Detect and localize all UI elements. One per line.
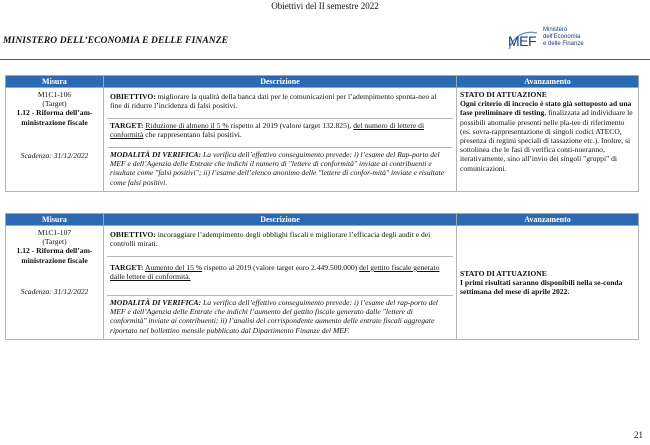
stato-bold-text: I primi risultati saranno disponibili nella se-conda settimana del mese di aprile 2022. <box>460 277 623 296</box>
target-block <box>107 119 453 148</box>
column-header-avanzamento: Avanzamento <box>457 76 639 88</box>
target-underlined-2: del numero di lettere di conformità <box>110 121 425 140</box>
measure-reform-line2: ministrazione fiscale <box>21 117 88 127</box>
target-block <box>107 257 453 296</box>
page-number: 21 <box>634 430 643 440</box>
obiettivo-label: OBIETTIVO: <box>110 230 156 239</box>
mef-logo <box>505 27 595 55</box>
target-label: TARGET: <box>110 121 144 130</box>
document-header-title: Obiettivi del II semestre 2022 <box>271 1 379 11</box>
measure-cell <box>6 88 104 192</box>
table-row <box>6 88 639 192</box>
obiettivo-block <box>107 90 453 119</box>
measure-table-1 <box>5 75 639 192</box>
stato-bold-text: Ogni criterio di incrocio è stato già sottoposto ad una fase preliminare di testing <box>460 99 632 118</box>
stato-text: , finalizzata ad individuare le possibili anomalie presenti nelle pla-tee di riferimento (es. sovra-rappresentazione di singoli codici ATECO, presenza di regimi speciali di tassazione etc.). Inoltre, si sottolinea che le fasi di verifica conti-nueranno, iterativamente, sino all’invio dei singoli "gruppi" di comunicazioni. <box>460 108 633 173</box>
modalita-block <box>107 296 453 337</box>
mef-logo-abbr: MEF <box>508 33 537 49</box>
measure-reform-line1: 1.12 - Riforma dell’am- <box>16 246 93 256</box>
header-divider <box>0 59 650 60</box>
obiettivo-block <box>107 228 453 257</box>
description-cell <box>104 226 457 340</box>
measure-type: (Target) <box>42 99 67 109</box>
obiettivo-text: incoraggiare l’adempimento degli obblighi fiscali e migliorare l’efficacia degli audit e dei controlli mirati. <box>110 230 431 249</box>
measure-code: M1C1-106 <box>37 90 72 99</box>
modalita-text: La verifica dell’effettivo conseguimento prevede: i) l’esame del rap-porto del MEF e dell’Agenzia delle Entrate che indichi l’aumento del gettito fiscale generato dalle "lettere di conformità" inviate ai contribuenti; ii) l’analisi del corrispondente aumento delle entrate fiscali aggregate riportato nel bollettino mensile pubblicato dal Dipartimento Finanze del MEF. <box>110 298 438 335</box>
ministry-name: MINISTERO DELL’ECONOMIA E DELLE FINANZE <box>3 36 229 46</box>
stato-label: STATO DI ATTUAZIONE <box>460 268 547 278</box>
target-end: che rappresentano falsi positivi. <box>143 130 242 140</box>
mef-logo-line2: dell’Economia <box>543 34 581 40</box>
avanzamento-cell <box>457 226 639 340</box>
measure-deadline: Scadenza: 31/12/2022 <box>20 150 89 160</box>
column-header-misura: Misura <box>6 76 104 88</box>
measure-deadline: Scadenza: 31/12/2022 <box>20 286 89 296</box>
column-header-misura: Misura <box>6 214 104 226</box>
stato-label: STATO DI ATTUAZIONE <box>460 90 547 99</box>
measure-reform-line2: ministrazione fiscale <box>21 255 88 265</box>
modalita-label: MODALITÀ DI VERIFICA: <box>110 298 202 307</box>
column-header-descrizione: Descrizione <box>104 76 457 88</box>
obiettivo-label: OBIETTIVO: <box>110 92 156 101</box>
target-middle: rispetto al 2019 (valore target euro 2.449.500.000) <box>202 263 360 272</box>
measure-code: M1C1-107 <box>37 228 72 237</box>
measure-type: (Target) <box>42 237 67 247</box>
table-row <box>6 226 639 340</box>
measure-reform-line1: 1.12 - Riforma dell’am- <box>16 108 93 118</box>
column-header-avanzamento: Avanzamento <box>457 214 639 226</box>
mef-logo-line1: Ministero <box>543 27 568 33</box>
measure-table-2 <box>5 213 639 340</box>
modalita-label: MODALITÀ DI VERIFICA: <box>110 150 202 159</box>
measure-cell <box>6 226 104 340</box>
target-underlined-2: del gettito fiscale generato dalle lettere di conformità. <box>110 263 440 282</box>
target-middle: rispetto al 2019 (valore target 132.825), <box>228 121 354 130</box>
modalita-text: La verifica dell’effettivo conseguimento prevede: i) l’esame del Rap-porto del MEF e dell’Agenzia delle Entrate che indichi il numero di "lettere di conformità" inviate ai contribuenti e risultate come "falsi positivi"; ii) l’esame dell’elenco anonimo delle "lettere di confor-mità" inviate e risultate come falsi positivi. <box>110 150 445 187</box>
modalita-block <box>107 148 453 189</box>
target-underlined-1: Riduzione di almeno il 5 % <box>145 121 229 130</box>
obiettivo-text: migliorare la qualità della banca dati per le comunicazioni per l’adempimento sponta-neo al fine di ridurre l’incidenza di falsi positivi. <box>110 92 437 111</box>
target-underlined-1: Aumento del 15 % <box>144 263 203 272</box>
description-cell <box>104 88 457 192</box>
mef-logo-line3: e delle Finanze <box>543 41 584 47</box>
column-header-descrizione: Descrizione <box>104 214 457 226</box>
avanzamento-cell <box>457 88 639 192</box>
target-label: TARGET: <box>110 263 144 272</box>
